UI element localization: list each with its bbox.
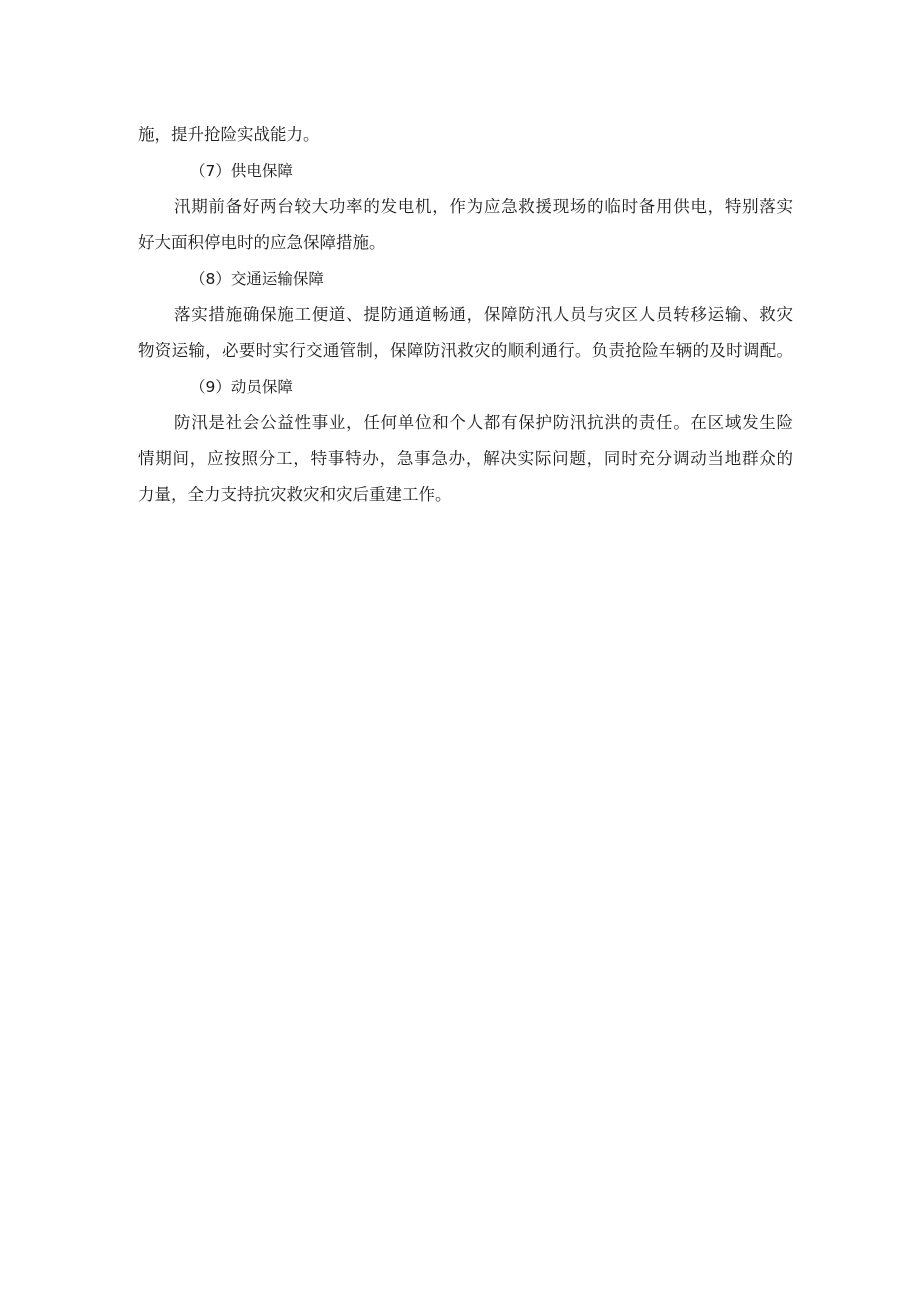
paragraph-mobilization-line-1: 防汛是社会公益性事业，任何单位和个人都有保护防汛抗洪的责任。在区域发生险 bbox=[174, 413, 793, 432]
paragraph-power-supply-line-1: 汛期前备好两台较大功率的发电机，作为应急救援现场的临时备用供电，特别落实 bbox=[174, 197, 793, 216]
paragraph-mobilization-line-3: 力量，全力支持抗灾救灾和灾后重建工作。 bbox=[138, 485, 452, 504]
paragraph-transport-line-1: 落实措施确保施工便道、提防通道畅通，保障防汛人员与灾区人员转移运输、救灾 bbox=[174, 305, 793, 324]
paragraph-transport-line-2: 物资运输，必要时实行交通管制，保障防汛救灾的顺利通行。负责抢险车辆的及时调配。 bbox=[138, 341, 793, 360]
document-body bbox=[138, 117, 793, 513]
paragraph-mobilization-line-2: 情期间，应按照分工，特事特办，急事急办，解决实际问题，同时充分调动当地群众的 bbox=[138, 449, 793, 468]
section-heading-power-supply: （7）供电保障 bbox=[190, 162, 293, 180]
section-heading-mobilization: （9）动员保障 bbox=[190, 378, 293, 396]
paragraph-power-supply-line-2: 好大面积停电时的应急保障措施。 bbox=[138, 233, 386, 252]
paragraph-continuation: 施，提升抢险实战能力。 bbox=[138, 125, 320, 144]
section-heading-transport: （8）交通运输保障 bbox=[190, 270, 324, 288]
